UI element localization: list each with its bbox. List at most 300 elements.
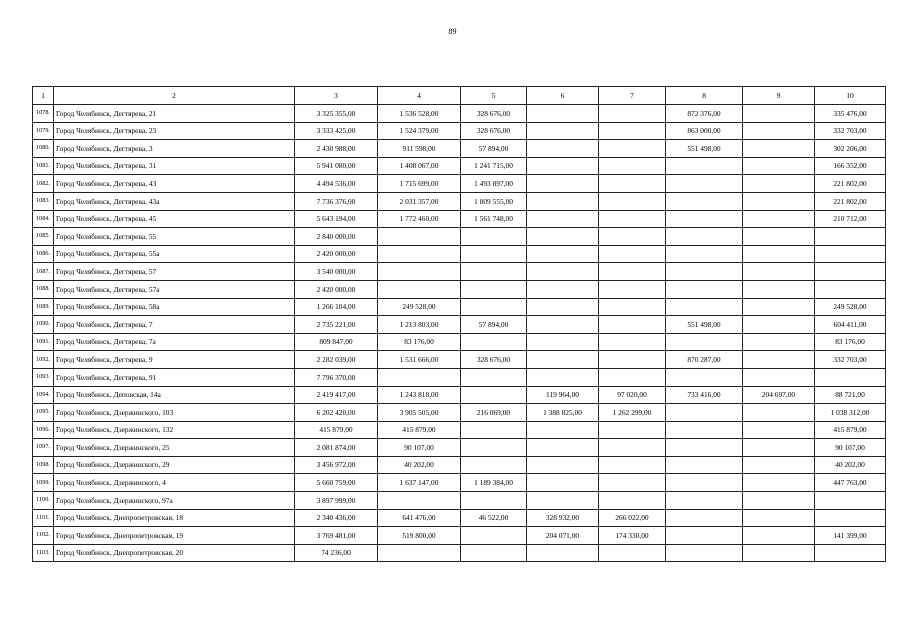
amount-cell [743,474,815,492]
amount-cell [666,509,743,527]
amount-cell: 141 399,00 [815,527,886,545]
table-body [33,87,886,562]
amount-cell [599,280,666,298]
address-cell: Город Челябинск, Дегтярева, 58а [54,298,295,316]
amount-cell: 415 879,00 [378,421,461,439]
amount-cell: 1 243 818,00 [378,386,461,404]
table-header-row [33,87,886,105]
address-cell: Город Челябинск, Дегтярева, 21 [54,105,295,123]
amount-cell [666,157,743,175]
amount-cell [599,351,666,369]
amount-cell [666,192,743,210]
amount-cell [527,192,599,210]
address-cell: Город Челябинск, Дегтярева, 57а [54,280,295,298]
amount-cell [743,439,815,457]
address-cell: Город Челябинск, Дегтярева, 9 [54,351,295,369]
amount-cell [378,228,461,246]
amount-cell [743,527,815,545]
table-row [33,492,886,510]
row-number-cell: 1099. [33,474,54,492]
amount-cell [527,544,599,562]
row-number-cell: 1087. [33,263,54,281]
amount-cell: 447 763,00 [815,474,886,492]
amount-cell [527,368,599,386]
amount-cell [743,228,815,246]
amount-cell: 90 107,00 [815,439,886,457]
address-cell: Город Челябинск, Днепропетровская, 19 [54,527,295,545]
amount-cell [666,298,743,316]
amount-cell: 210 712,00 [815,210,886,228]
amount-cell: 1 189 384,00 [461,474,527,492]
table-row [33,368,886,386]
row-number-cell: 1100. [33,492,54,510]
amount-cell: 328 932,00 [527,509,599,527]
row-number-cell: 1101. [33,509,54,527]
row-number-cell: 1088. [33,280,54,298]
amount-cell [815,245,886,263]
amount-cell [743,280,815,298]
amount-cell: 174 330,00 [599,527,666,545]
amount-cell [815,544,886,562]
table-row [33,474,886,492]
amount-cell [527,333,599,351]
table-row [33,386,886,404]
table-row [33,421,886,439]
amount-cell [599,544,666,562]
row-number-cell: 1094. [33,386,54,404]
amount-cell [666,492,743,510]
amount-cell: 1 408 067,00 [378,157,461,175]
table-row [33,544,886,562]
row-number-cell: 1096. [33,421,54,439]
amount-cell: 1 262 299,00 [599,404,666,422]
amount-cell [599,368,666,386]
column-header: 2 [54,87,295,105]
amount-cell [599,105,666,123]
amount-cell [666,456,743,474]
table-row [33,245,886,263]
amount-cell: 551 498,00 [666,140,743,158]
amount-cell: 83 176,00 [815,333,886,351]
amount-cell: 3 325 355,00 [295,105,378,123]
address-cell: Город Челябинск, Дзержинского, 4 [54,474,295,492]
amount-cell: 7 736 376,00 [295,192,378,210]
amount-cell: 1 536 528,00 [378,105,461,123]
amount-cell [527,210,599,228]
amount-cell [461,544,527,562]
amount-cell [461,280,527,298]
amount-cell: 74 236,00 [295,544,378,562]
table-row [33,122,886,140]
amount-cell [743,175,815,193]
table-row [33,105,886,123]
amount-cell: 328 676,00 [461,351,527,369]
address-cell: Город Челябинск, Дегтярева, 57 [54,263,295,281]
amount-cell: 3 540 000,00 [295,263,378,281]
amount-cell: 335 476,00 [815,105,886,123]
amount-cell [743,544,815,562]
table-row [33,333,886,351]
row-number-cell: 1103. [33,544,54,562]
amount-cell: 604 411,00 [815,316,886,334]
amount-cell [378,368,461,386]
amount-cell: 204 071,00 [527,527,599,545]
column-header: 10 [815,87,886,105]
amount-cell [378,245,461,263]
amount-cell [527,474,599,492]
amount-cell [378,544,461,562]
amount-cell [743,333,815,351]
amount-cell: 2 735 221,00 [295,316,378,334]
table-row [33,210,886,228]
amount-cell: 83 176,00 [378,333,461,351]
row-number-cell: 1098. [33,456,54,474]
table-row [33,316,886,334]
amount-cell [743,105,815,123]
amount-cell [743,210,815,228]
amount-cell [599,122,666,140]
amount-cell [743,245,815,263]
amount-cell [815,492,886,510]
amount-cell [815,280,886,298]
amount-cell [527,298,599,316]
amount-cell: 2 340 436,00 [295,509,378,527]
amount-cell: 1 038 312,00 [815,404,886,422]
amount-cell [666,474,743,492]
amount-cell [743,263,815,281]
amount-cell [815,368,886,386]
amount-cell [461,245,527,263]
amount-cell [666,263,743,281]
amount-cell: 328 676,00 [461,122,527,140]
row-number-cell: 1089. [33,298,54,316]
amount-cell [666,368,743,386]
amount-cell: 3 333 425,00 [295,122,378,140]
amount-cell: 40 202,00 [815,456,886,474]
amount-cell [461,421,527,439]
table-row [33,527,886,545]
amount-cell [461,333,527,351]
column-header: 6 [527,87,599,105]
address-cell: Город Челябинск, Дегтярева, 43а [54,192,295,210]
row-number-cell: 1084. [33,210,54,228]
amount-cell [461,368,527,386]
address-cell: Город Челябинск, Дегтярева, 45 [54,210,295,228]
amount-cell: 1 715 699,00 [378,175,461,193]
column-header: 3 [295,87,378,105]
address-cell: Город Челябинск, Дегтярева, 43 [54,175,295,193]
amount-cell: 3 769 481,00 [295,527,378,545]
amount-cell: 1 637 147,00 [378,474,461,492]
amount-cell: 5 941 080,00 [295,157,378,175]
amount-cell [599,474,666,492]
amount-cell [527,316,599,334]
amount-cell: 911 598,00 [378,140,461,158]
amount-cell: 1 561 748,00 [461,210,527,228]
table-row [33,509,886,527]
amount-cell: 415 879,00 [815,421,886,439]
amount-cell [527,122,599,140]
amount-cell [527,351,599,369]
amount-cell [461,298,527,316]
amount-cell: 1 772 460,00 [378,210,461,228]
address-cell: Город Челябинск, Дзержинского, 25 [54,439,295,457]
amount-cell: 551 498,00 [666,316,743,334]
amount-cell: 2 420 000,00 [295,245,378,263]
address-cell: Город Челябинск, Днепропетровская, 20 [54,544,295,562]
amount-cell: 2 420 000,00 [295,280,378,298]
amount-cell: 266 022,00 [599,509,666,527]
address-cell: Город Челябинск, Дегтярева, 55 [54,228,295,246]
amount-cell: 2 081 874,00 [295,439,378,457]
amount-cell: 1 266 104,00 [295,298,378,316]
amount-cell [666,228,743,246]
amount-cell: 1 213 803,00 [378,316,461,334]
amount-cell [599,245,666,263]
column-header: 5 [461,87,527,105]
row-number-cell: 1091. [33,333,54,351]
amount-cell: 221 802,00 [815,175,886,193]
row-number-cell: 1081. [33,157,54,175]
amount-cell: 5 660 759,00 [295,474,378,492]
amount-cell [599,333,666,351]
amount-cell [666,527,743,545]
amount-cell [666,210,743,228]
amount-cell [666,175,743,193]
amount-cell [815,263,886,281]
table-row [33,192,886,210]
amount-cell: 3 905 505,00 [378,404,461,422]
amount-cell [527,263,599,281]
amount-cell [743,421,815,439]
amount-cell: 302 206,00 [815,140,886,158]
amount-cell [599,263,666,281]
amount-cell [599,192,666,210]
table-row [33,157,886,175]
amount-cell [743,456,815,474]
amount-cell: 641 476,00 [378,509,461,527]
table-row [33,140,886,158]
column-header: 7 [599,87,666,105]
address-cell: Город Челябинск, Деповская, 14а [54,386,295,404]
row-number-cell: 1095. [33,404,54,422]
address-cell: Город Челябинск, Дзержинского, 97а [54,492,295,510]
amount-cell: 870 287,00 [666,351,743,369]
amount-cell [666,280,743,298]
amount-cell [599,456,666,474]
amount-cell: 3 456 972,00 [295,456,378,474]
amount-cell [527,175,599,193]
amount-cell: 2 840 000,00 [295,228,378,246]
address-cell: Город Челябинск, Дегтярева, 91 [54,368,295,386]
amount-cell: 2 430 988,00 [295,140,378,158]
amount-cell: 2 031 357,00 [378,192,461,210]
row-number-cell: 1102. [33,527,54,545]
row-number-cell: 1082. [33,175,54,193]
amount-cell [666,421,743,439]
amount-cell [378,280,461,298]
amount-cell: 5 643 194,00 [295,210,378,228]
amount-cell: 6 202 420,00 [295,404,378,422]
amount-cell [378,263,461,281]
amount-cell [743,140,815,158]
amount-cell: 46 522,00 [461,509,527,527]
amount-cell [599,316,666,334]
amount-cell [461,228,527,246]
row-number-cell: 1083. [33,192,54,210]
amount-cell: 1 524 379,00 [378,122,461,140]
amount-cell [666,404,743,422]
amount-cell: 328 676,00 [461,105,527,123]
row-number-cell: 1092. [33,351,54,369]
amount-cell [743,404,815,422]
amount-cell: 88 721,00 [815,386,886,404]
column-header: 1 [33,87,54,105]
amount-cell [461,263,527,281]
amount-cell: 332 703,00 [815,122,886,140]
address-cell: Город Челябинск, Дзержинского, 132 [54,421,295,439]
amount-cell [599,228,666,246]
amount-cell [743,509,815,527]
amount-cell: 221 802,00 [815,192,886,210]
address-cell: Город Челябинск, Дзержинского, 103 [54,404,295,422]
amount-cell: 57 894,00 [461,140,527,158]
row-number-cell: 1085. [33,228,54,246]
amount-cell [599,492,666,510]
amount-cell: 57 894,00 [461,316,527,334]
amount-cell [666,439,743,457]
amount-cell: 1 809 555,00 [461,192,527,210]
table-row [33,175,886,193]
address-cell: Город Челябинск, Дзержинского, 29 [54,456,295,474]
row-number-cell: 1093. [33,368,54,386]
table-row [33,263,886,281]
row-number-cell: 1080. [33,140,54,158]
amount-cell [527,105,599,123]
amount-cell [527,421,599,439]
data-table [32,86,886,562]
amount-cell: 249 528,00 [815,298,886,316]
amount-cell: 519 800,00 [378,527,461,545]
amount-cell [666,245,743,263]
amount-cell [527,157,599,175]
amount-cell [743,157,815,175]
amount-cell: 809 847,00 [295,333,378,351]
amount-cell [743,316,815,334]
amount-cell: 3 897 999,00 [295,492,378,510]
amount-cell [599,175,666,193]
amount-cell [461,386,527,404]
address-cell: Город Челябинск, Дегтярева, 31 [54,157,295,175]
amount-cell [599,298,666,316]
amount-cell: 4 494 536,00 [295,175,378,193]
amount-cell [527,456,599,474]
table-row [33,228,886,246]
table-row [33,439,886,457]
row-number-cell: 1079. [33,122,54,140]
address-cell: Город Челябинск, Дегтярева, 7а [54,333,295,351]
column-header: 8 [666,87,743,105]
amount-cell: 1 493 897,00 [461,175,527,193]
table-row [33,280,886,298]
amount-cell: 415 879,00 [295,421,378,439]
amount-cell [461,527,527,545]
amount-cell [666,544,743,562]
amount-cell [815,228,886,246]
amount-cell [378,492,461,510]
amount-cell: 90 107,00 [378,439,461,457]
page-number: 89 [448,27,457,36]
address-cell: Город Челябинск, Дегтярева, 55а [54,245,295,263]
amount-cell [743,492,815,510]
table-row [33,298,886,316]
amount-cell [527,280,599,298]
amount-cell [599,439,666,457]
amount-cell: 863 000,00 [666,122,743,140]
table-row [33,456,886,474]
address-cell: Город Челябинск, Днепропетровская, 18 [54,509,295,527]
row-number-cell: 1090. [33,316,54,334]
amount-cell [743,122,815,140]
amount-cell: 216 069,00 [461,404,527,422]
row-number-cell: 1086. [33,245,54,263]
amount-cell [461,439,527,457]
amount-cell [599,140,666,158]
amount-cell [743,368,815,386]
amount-cell [527,492,599,510]
table-row [33,351,886,369]
amount-cell: 249 528,00 [378,298,461,316]
amount-cell [815,509,886,527]
amount-cell [461,492,527,510]
amount-cell [527,228,599,246]
amount-cell [743,192,815,210]
amount-cell [666,333,743,351]
amount-cell: 2 282 039,00 [295,351,378,369]
amount-cell: 97 020,00 [599,386,666,404]
amount-cell [599,157,666,175]
table-row [33,404,886,422]
amount-cell [461,456,527,474]
amount-cell: 204 697,00 [743,386,815,404]
amount-cell: 1 531 666,00 [378,351,461,369]
amount-cell: 2 419 417,00 [295,386,378,404]
amount-cell: 332 703,00 [815,351,886,369]
amount-cell: 119 964,00 [527,386,599,404]
amount-cell [743,298,815,316]
amount-cell: 1 388 825,00 [527,404,599,422]
amount-cell: 872 376,00 [666,105,743,123]
amount-cell: 1 241 715,00 [461,157,527,175]
amount-cell: 7 796 370,00 [295,368,378,386]
address-cell: Город Челябинск, Дегтярева, 3 [54,140,295,158]
address-cell: Город Челябинск, Дегтярева, 23 [54,122,295,140]
amount-cell [743,351,815,369]
row-number-cell: 1078. [33,105,54,123]
amount-cell [599,421,666,439]
amount-cell [527,245,599,263]
amount-cell [527,140,599,158]
amount-cell: 166 352,00 [815,157,886,175]
amount-cell [527,439,599,457]
row-number-cell: 1097. [33,439,54,457]
address-cell: Город Челябинск, Дегтярева, 7 [54,316,295,334]
amount-cell [599,210,666,228]
amount-cell: 40 202,00 [378,456,461,474]
amount-cell: 733 416,00 [666,386,743,404]
column-header: 4 [378,87,461,105]
column-header: 9 [743,87,815,105]
